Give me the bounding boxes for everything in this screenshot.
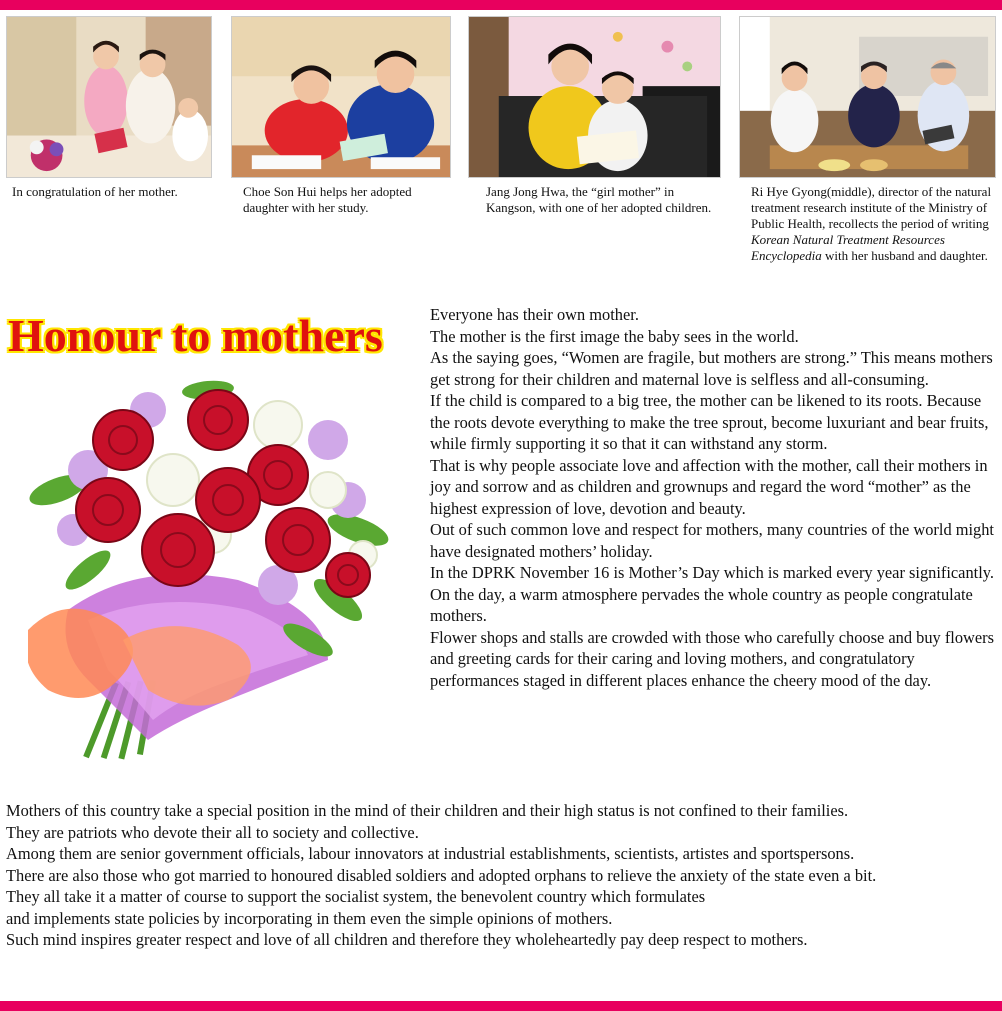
paragraph: Mothers of this country take a special position in the mind of their children and their high status is not confined to their families.: [6, 801, 849, 820]
bottom-accent-bar: [0, 1001, 1002, 1011]
article-body-right-column: [430, 304, 996, 691]
paragraph: Everyone has their own mother.: [430, 305, 639, 324]
paragraph: There are also those who got married to honoured disabled soldiers and adopted orphans to relieve the anxiety of the state even a bit.: [6, 865, 877, 885]
paragraph: Out of such common love and respect for mothers, many countries of the world might have designated mothers’ holiday.: [430, 520, 994, 561]
top-accent-bar: [0, 0, 1002, 10]
choe-son-hui-photo: [231, 16, 451, 178]
flower-bouquet-image: [28, 380, 408, 775]
photo-caption: In congratulation of her mother.: [12, 184, 178, 199]
paragraph: They all take it a matter of course to support the socialist system, the benevolent country which formulates: [6, 887, 706, 906]
paragraph: Flower shops and stalls are crowded with those who carefully choose and buy flowers and greeting cards for their caring and loving mothers, and congratulatory performances staged in different places enhance the cheery mood of the day.: [430, 627, 994, 690]
mother-daughter-card-photo: [6, 16, 212, 178]
paragraph: That is why people associate love and affection with the mother, call their mothers in joy and sorrow and as children and grownups and regard the word “mother” as the highest expression of love, devotion and beauty.: [430, 455, 988, 518]
paragraph: They are patriots who devote their all to society and collective.: [6, 822, 419, 842]
paragraph: If the child is compared to a big tree, the mother can be likened to its roots. Because the roots devote everything to make the tree sprout, become luxuriant and bear fruits, while firmly supporting it so that it can withstand any storm.: [430, 391, 989, 453]
ri-hye-gyong-photo: [739, 16, 996, 178]
photo-caption: Jang Jong Hwa, the “girl mother” in Kangson, with one of her adopted children.: [486, 184, 712, 215]
photo-caption: Ri Hye Gyong(middle), director of the natural treatment research institute of the Ministry of Public Health, recollects the period of writing Korean Natural Treatment Resources Encyclopedia with her husband and daughter.: [751, 184, 992, 263]
article-body-full-width: [6, 800, 998, 951]
paragraph: Such mind inspires greater respect and love of all children and therefore they wholeheartedly pay deep respect to mothers.: [6, 930, 808, 949]
photo-caption: Choe Son Hui helps her adopted daughter with her study.: [243, 184, 412, 215]
jang-jong-hwa-photo: [468, 16, 721, 178]
paragraph: The mother is the first image the baby sees in the world.: [430, 326, 799, 346]
article-title: Honour to mothers: [8, 310, 383, 361]
paragraph: On the day, a warm atmosphere pervades the whole country as people congratulate mothers.: [430, 584, 973, 625]
paragraph: In the DPRK November 16 is Mother’s Day which is marked every year significantly.: [430, 563, 994, 582]
paragraph: and implements state policies by incorporating in them even the simple opinions of mothers.: [6, 908, 613, 928]
paragraph: As the saying goes, “Women are fragile, but mothers are strong.” This means mothers get strong for their children and maternal love is selfless and all-consuming.: [430, 348, 993, 389]
paragraph: Among them are senior government officials, labour innovators at industrial establishments, scientists, artistes and sportspersons.: [6, 844, 855, 863]
